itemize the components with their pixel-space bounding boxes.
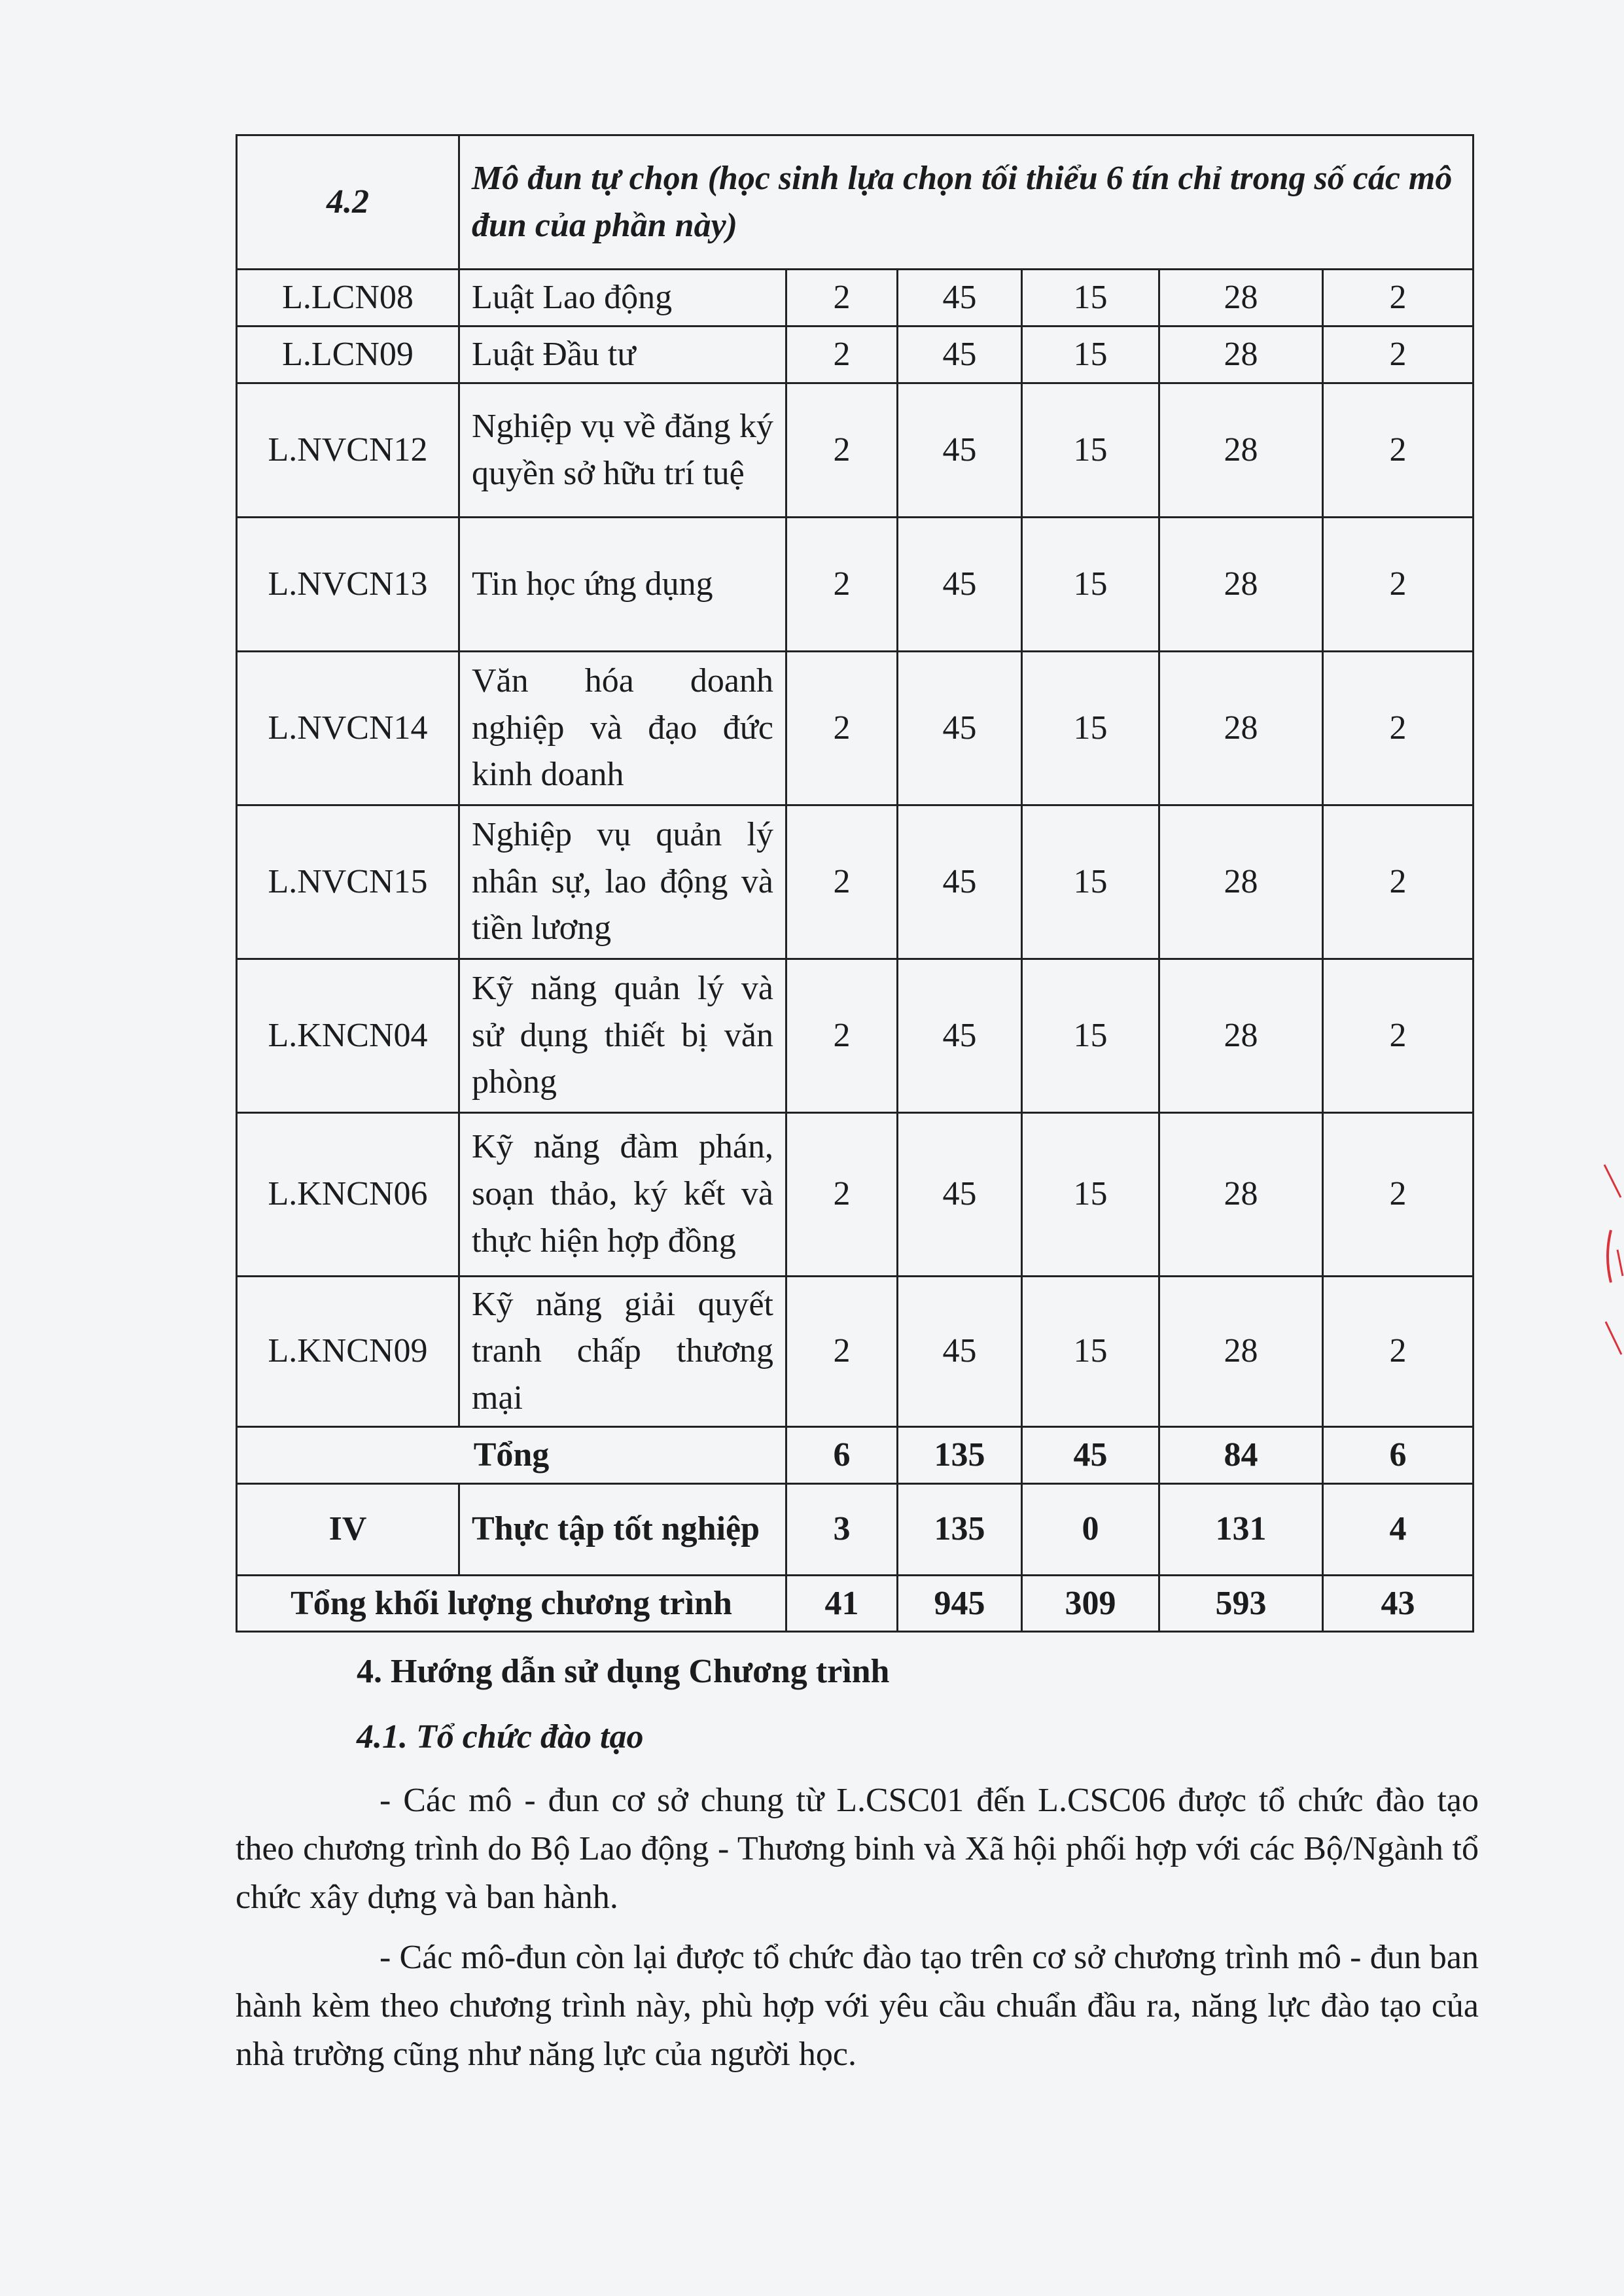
grand-total-theory: 309 — [1022, 1575, 1159, 1632]
module-name: Văn hóa doanh nghiệp và đạo đức kinh doanh — [459, 651, 786, 805]
module-name: Kỹ năng đàm phán, soạn thảo, ký kết và thực hiện hợp đồng — [459, 1112, 786, 1276]
module-credits: 2 — [786, 270, 898, 327]
module-exam-hours: 2 — [1323, 805, 1474, 959]
internship-name: Thực tập tốt nghiệp — [459, 1483, 786, 1575]
table-row — [237, 1112, 1474, 1276]
module-practice-hours: 28 — [1159, 1276, 1323, 1426]
internship-practice: 131 — [1159, 1483, 1323, 1575]
module-theory-hours: 15 — [1022, 959, 1159, 1112]
module-name: Kỹ năng giải quyết tranh chấp thương mại — [459, 1276, 786, 1426]
module-practice-hours: 28 — [1159, 383, 1323, 517]
module-credits: 2 — [786, 383, 898, 517]
table-row — [237, 651, 1474, 805]
module-total-hours: 45 — [898, 805, 1022, 959]
module-name: Nghiệp vụ về đăng ký quyền sở hữu trí tuệ — [459, 383, 786, 517]
module-name: Luật Đầu tư — [459, 326, 786, 383]
module-exam-hours: 2 — [1323, 1112, 1474, 1276]
module-name: Tin học ứng dụng — [459, 517, 786, 651]
module-exam-hours: 2 — [1323, 651, 1474, 805]
module-total-hours: 45 — [898, 1276, 1022, 1426]
module-practice-hours: 28 — [1159, 517, 1323, 651]
module-exam-hours: 2 — [1323, 517, 1474, 651]
grand-total-row — [237, 1575, 1474, 1632]
grand-total-exam: 43 — [1323, 1575, 1474, 1632]
module-practice-hours: 28 — [1159, 651, 1323, 805]
internship-row — [237, 1483, 1474, 1575]
table-row — [237, 959, 1474, 1112]
module-practice-hours: 28 — [1159, 959, 1323, 1112]
table-row — [237, 270, 1474, 327]
module-code: L.NVCN13 — [237, 517, 459, 651]
module-total-hours: 45 — [898, 651, 1022, 805]
module-practice-hours: 28 — [1159, 270, 1323, 327]
red-seal-stamp-edge — [1598, 1152, 1624, 1368]
internship-total: 135 — [898, 1483, 1022, 1575]
internship-exam: 4 — [1323, 1483, 1474, 1575]
curriculum-table — [236, 134, 1474, 1633]
module-code: L.LCN08 — [237, 270, 459, 327]
module-name: Kỹ năng quản lý và sử dụng thiết bị văn phòng — [459, 959, 786, 1112]
guide-heading: 4. Hướng dẫn sử dụng Chương trình — [357, 1653, 890, 1690]
guide-paragraph-1: - Các mô - đun cơ sở chung từ L.CSC01 đến L.CSC06 được tổ chức đào tạo theo chương trình do Bộ Lao động - Thương binh và Xã hội phối hợp với các Bộ/Ngành tổ chức xây dựng và ban hành. — [236, 1782, 1479, 1916]
module-code: L.NVCN14 — [237, 651, 459, 805]
table-row — [237, 805, 1474, 959]
module-exam-hours: 2 — [1323, 959, 1474, 1112]
module-total-hours: 45 — [898, 326, 1022, 383]
module-total-hours: 45 — [898, 959, 1022, 1112]
grand-total-label: Tổng khối lượng chương trình — [237, 1575, 786, 1632]
table-row — [237, 1276, 1474, 1426]
module-code: L.LCN09 — [237, 326, 459, 383]
table-row — [237, 383, 1474, 517]
module-code: L.KNCN06 — [237, 1112, 459, 1276]
subtotal-row — [237, 1426, 1474, 1483]
module-exam-hours: 2 — [1323, 383, 1474, 517]
table-row — [237, 326, 1474, 383]
module-practice-hours: 28 — [1159, 326, 1323, 383]
module-code: L.KNCN09 — [237, 1276, 459, 1426]
module-credits: 2 — [786, 1112, 898, 1276]
module-theory-hours: 15 — [1022, 1112, 1159, 1276]
section-code: 4.2 — [237, 135, 459, 270]
module-theory-hours: 15 — [1022, 651, 1159, 805]
module-practice-hours: 28 — [1159, 1112, 1323, 1276]
section-header-row — [237, 135, 1474, 270]
guide-paragraph-2: - Các mô-đun còn lại được tổ chức đào tạo trên cơ sở chương trình mô - đun ban hành kèm theo chương trình này, phù hợp với yêu cầu chuẩn đầu ra, năng lực đào tạo của nhà trường cũng như năng lực của người học. — [236, 1939, 1479, 2073]
grand-total-practice: 593 — [1159, 1575, 1323, 1632]
module-total-hours: 45 — [898, 270, 1022, 327]
module-exam-hours: 2 — [1323, 326, 1474, 383]
subtotal-total: 135 — [898, 1426, 1022, 1483]
grand-total-total: 945 — [898, 1575, 1022, 1632]
module-credits: 2 — [786, 1276, 898, 1426]
module-total-hours: 45 — [898, 517, 1022, 651]
internship-theory: 0 — [1022, 1483, 1159, 1575]
module-theory-hours: 15 — [1022, 326, 1159, 383]
module-code: L.NVCN12 — [237, 383, 459, 517]
subtotal-exam: 6 — [1323, 1426, 1474, 1483]
module-theory-hours: 15 — [1022, 270, 1159, 327]
module-exam-hours: 2 — [1323, 1276, 1474, 1426]
internship-credits: 3 — [786, 1483, 898, 1575]
guide-subheading: 4.1. Tổ chức đào tạo — [357, 1718, 644, 1756]
module-theory-hours: 15 — [1022, 517, 1159, 651]
module-theory-hours: 15 — [1022, 1276, 1159, 1426]
module-exam-hours: 2 — [1323, 270, 1474, 327]
section-title: Mô đun tự chọn (học sinh lựa chọn tối thiểu 6 tín chỉ trong số các mô đun của phần này) — [459, 135, 1474, 270]
module-credits: 2 — [786, 805, 898, 959]
module-theory-hours: 15 — [1022, 383, 1159, 517]
module-credits: 2 — [786, 326, 898, 383]
subtotal-theory: 45 — [1022, 1426, 1159, 1483]
subtotal-label: Tổng — [237, 1426, 786, 1483]
grand-total-credits: 41 — [786, 1575, 898, 1632]
module-total-hours: 45 — [898, 1112, 1022, 1276]
table-row — [237, 517, 1474, 651]
module-credits: 2 — [786, 651, 898, 805]
module-name: Luật Lao động — [459, 270, 786, 327]
subtotal-credits: 6 — [786, 1426, 898, 1483]
module-total-hours: 45 — [898, 383, 1022, 517]
module-credits: 2 — [786, 517, 898, 651]
module-credits: 2 — [786, 959, 898, 1112]
module-code: L.KNCN04 — [237, 959, 459, 1112]
subtotal-practice: 84 — [1159, 1426, 1323, 1483]
module-theory-hours: 15 — [1022, 805, 1159, 959]
internship-code: IV — [237, 1483, 459, 1575]
module-practice-hours: 28 — [1159, 805, 1323, 959]
module-name: Nghiệp vụ quản lý nhân sự, lao động và tiền lương — [459, 805, 786, 959]
module-code: L.NVCN15 — [237, 805, 459, 959]
